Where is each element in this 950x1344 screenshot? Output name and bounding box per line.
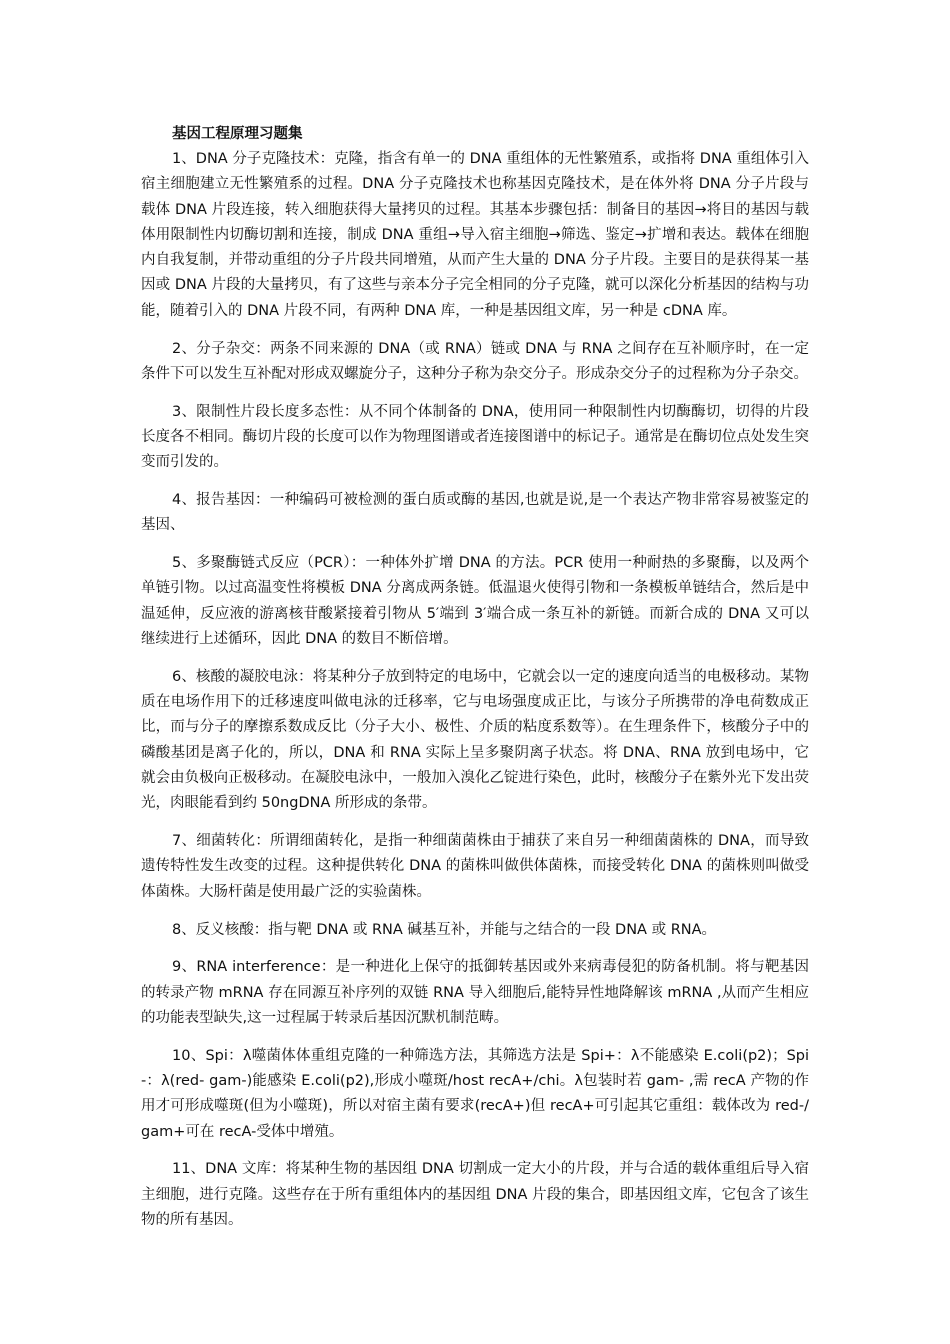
- paragraph-gel-electrophoresis: 6、核酸的凝胶电泳：将某种分子放到特定的电场中，它就会以一定的速度向适当的电极移动。某物质在电场作用下的迁移速度叫做电泳的迁移率，它与电场强度成正比，与该分子所携带的净电荷数成正比，而与分子的摩擦系数成反比（分子大小、极性、介质的粘度系数等）。在生理条件下，核酸分子中的磷酸基团是离子化的，所以，DNA 和 RNA 实际上呈多聚阴离子状态。将 DNA、RNA 放到电场中，它就会由负极向正极移动。在凝胶电泳中，一般加入溴化乙锭进行染色，此时，核酸分子在紫外光下发出荧光，肉眼能看到约 50ngDNA 所形成的条带。: [141, 668, 809, 812]
- paragraph-dna-library: 11、DNA 文库：将某种生物的基因组 DNA 切割成一定大小的片段，并与合适的载体重组后导入宿主细胞，进行克隆。这些存在于所有重组体内的基因组 DNA 片段的集合，即基因组文库，它包含了该生物的所有基因。: [141, 1161, 809, 1228]
- paragraph-spi: 10、Spi：λ噬菌体体重组克隆的一种筛选方法，其筛选方法是 Spi+：λ不能感染 E.coli(p2)；Spi-：λ(red- gam-)能感染 E.coli(p2),形成小噬斑/host recA+/chi。λ包装时若 gam- ,需 recA 产物的作用才可形成噬斑(但为小噬斑)，所以对宿主菌有要求(recA+)但 recA+可引起其它重组：载体改为 red-/gam+可在 recA-受体中增殖。: [141, 1047, 809, 1140]
- paragraph-molecular-hybridization: 2、分子杂交：两条不同来源的 DNA（或 RNA）链或 DNA 与 RNA 之间存在互补顺序时，在一定条件下可以发生互补配对形成双螺旋分子，这种分子称为杂交分子。形成杂交分子的过程称为分子杂交。: [141, 340, 809, 382]
- paragraph-reporter-gene: 4、报告基因：一种编码可被检测的蛋白质或酶的基因,也就是说,是一个表达产物非常容易被鉴定的基因、: [141, 492, 809, 534]
- document-page: [141, 122, 809, 1246]
- paragraph-rna-interference: 9、RNA interference：是一种进化上保守的抵御转基因或外来病毒侵犯的防备机制。将与靶基因的转录产物 mRNA 存在同源互补序列的双链 RNA 导入细胞后,能特异性地降解该 mRNA ,从而产生相应的功能表型缺失,这一过程属于转录后基因沉默机制范畴。: [141, 959, 809, 1026]
- paragraph-bacterial-transformation: 7、细菌转化：所谓细菌转化，是指一种细菌菌株由于捕获了来自另一种细菌菌株的 DNA，而导致遗传特性发生改变的过程。这种提供转化 DNA 的菌株叫做供体菌株，而接受转化 DNA 的菌株则叫做受体菌株。大肠杆菌是使用最广泛的实验菌株。: [141, 833, 809, 900]
- paragraph-rflp: 3、限制性片段长度多态性：从不同个体制备的 DNA，使用同一种限制性内切酶酶切，切得的片段长度各不相同。酶切片段的长度可以作为物理图谱或者连接图谱中的标记子。通常是在酶切位点处发生突变而引发的。: [141, 403, 809, 471]
- document-title: 基因工程原理习题集: [172, 126, 303, 142]
- paragraph-antisense-nucleic-acid: 8、反义核酸：指与靶 DNA 或 RNA 碱基互补，并能与之结合的一段 DNA 或 RNA。: [172, 921, 717, 938]
- paragraph-dna-cloning: 1、DNA 分子克隆技术：克隆，指含有单一的 DNA 重组体的无性繁殖系，或指将 DNA 重组体引入宿主细胞建立无性繁殖系的过程。DNA 分子克隆技术也称基因克隆技术，是在体外将 DNA 分子片段与载体 DNA 片段连接，转入细胞获得大量拷贝的过程。其基本步骤包括：制备目的基因→将目的基因与载体用限制性内切酶切割和连接，制成 DNA 重组→导入宿主细胞→筛选、鉴定→扩增和表达。载体在细胞内自我复制，并带动重组的分子片段共同增殖，从而产生大量的 DNA 分子片段。主要目的是获得某一基因或 DNA 片段的大量拷贝，有了这些与亲本分子完全相同的分子克隆，就可以深化分析基因的结构与功能，随着引入的 DNA 片段不同，有两种 DNA 库，一种是基因组文库，另一种是 cDNA 库。: [141, 151, 809, 319]
- paragraph-pcr: 5、多聚酶链式反应（PCR）：一种体外扩增 DNA 的方法。PCR 使用一种耐热的多聚酶，以及两个单链引物。以过高温变性将模板 DNA 分离成两条链。低温退火使得引物和一条模板单链结合，然后是中温延伸，反应液的游离核苷酸紧接着引物从 5′端到 3′端合成一条互补的新链。而新合成的 DNA 又可以继续进行上述循环，因此 DNA 的数目不断倍增。: [141, 555, 809, 648]
